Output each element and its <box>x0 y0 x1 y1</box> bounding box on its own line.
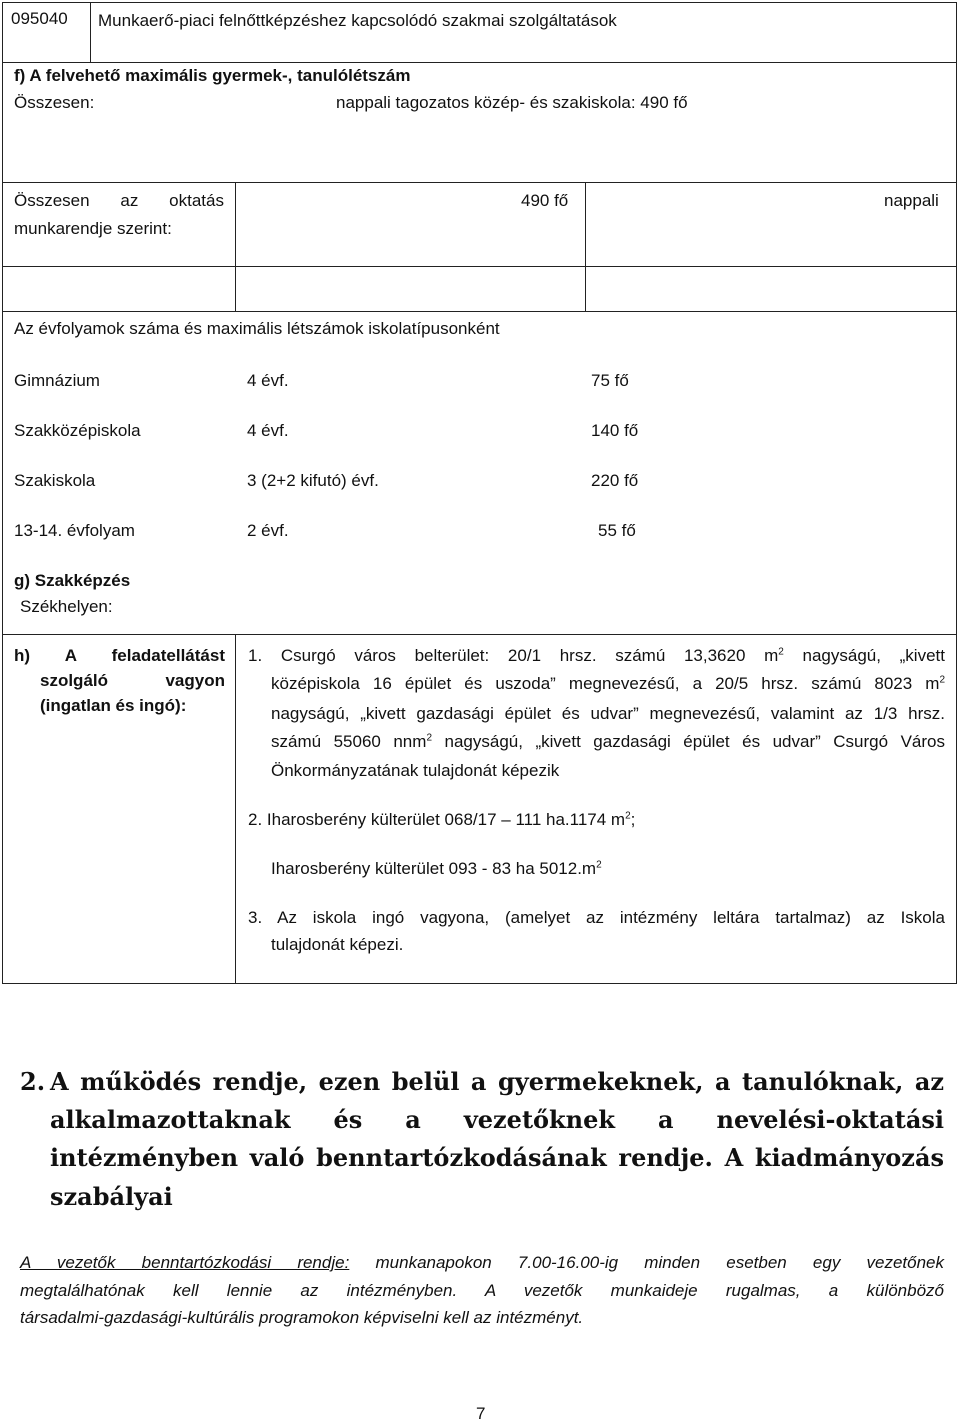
section-g-heading: g) Szakképzés <box>14 571 131 590</box>
section-h-label-line-3: (ingatlan és ingó): <box>40 696 187 715</box>
col-divider-1 <box>235 182 236 312</box>
years-szakiskola: 3 (2+2 kifutó) évf. <box>247 471 379 490</box>
section-h-label-line-2: szolgáló vagyon <box>40 671 225 690</box>
by-mode-label-line-2: munkarendje szerint: <box>14 219 172 238</box>
count-13-14: 55 fő <box>598 521 636 540</box>
by-mode-label-line-1: Összesen az oktatás <box>14 191 224 210</box>
section-g-sub: Székhelyen: <box>20 597 113 616</box>
total-label: Összesen: <box>14 93 95 112</box>
school-type-13-14: 13-14. évfolyam <box>14 521 135 540</box>
total-value: nappali tagozatos közép- és szakiskola: 490 fő <box>336 93 688 112</box>
header-divider-horizontal <box>2 62 957 63</box>
years-gimnazium: 4 évf. <box>247 371 289 390</box>
section-f-heading: f) A felvehető maximális gyermek-, tanulólétszám <box>14 66 411 85</box>
chapter-title-line-2: alkalmazottaknak és a vezetőknek a nevelési-oktatási <box>50 1105 944 1134</box>
row-divider-3 <box>2 311 957 312</box>
asset-item-2-line-2: Iharosberény külterület 093 - 83 ha $5012.m^2$ <box>271 859 602 878</box>
school-type-szakkozep: Szakközépiskola <box>14 421 141 440</box>
col-divider-2 <box>585 182 586 312</box>
grades-heading: Az évfolyamok száma és maximális létszámok iskolatípusonként <box>14 319 500 338</box>
asset-item-1-line-3: nagyságú, „kivett gazdasági épület és udvar” megnevezésű, valamint az 1/3 hrsz. <box>271 704 945 723</box>
count-szakkozep: 140 fő <box>591 421 639 440</box>
asset-item-3-line-1: 3. Az iskola ingó vagyona, (amelyet az intézmény leltára tartalmaz) az Iskola <box>248 908 945 927</box>
asset-item-1-line-2: középiskola 16 épület és uszoda” megnevezésű, a 20/5 hrsz. számú 8023 $m^2$ <box>271 674 945 693</box>
years-szakkozep: 4 évf. <box>247 421 289 440</box>
row-divider-4 <box>2 634 957 635</box>
section-h-label-line-1: h) A feladatellátást <box>14 646 225 665</box>
count-gimnazium: 75 fő <box>591 371 629 390</box>
count-szakiskola: 220 fő <box>591 471 639 490</box>
by-mode-count: 490 fő <box>521 191 569 210</box>
table-border-top <box>2 2 957 3</box>
chapter-title-line-4: szabályai <box>50 1182 173 1211</box>
header-divider-vertical <box>90 2 91 62</box>
asset-item-2-line-1: 2. Iharosberény külterület 068/17 – 111 ha.1174 $m^2$; <box>248 810 636 829</box>
by-mode-type: nappali <box>884 191 939 210</box>
row-divider-1 <box>2 182 957 183</box>
years-13-14: 2 évf. <box>247 521 289 540</box>
chapter-number: 2. <box>20 1067 46 1096</box>
chapter-title-line-3: intézményben való benntartózkodásának rendje. A kiadmányozás <box>50 1143 944 1172</box>
asset-item-1-line-4: számú 55060 nnm$^2$ nagyságú, „kivett gazdasági épület és udvar” Csurgó Város <box>271 732 945 751</box>
paragraph-label: A vezetők benntartózkodási rendje: <box>20 1253 350 1272</box>
table-border-left <box>2 2 3 984</box>
document-title: Munkaerő-piaci felnőttképzéshez kapcsolódó szakmai szolgáltatások <box>98 11 617 30</box>
document-code: 095040 <box>11 9 68 28</box>
asset-item-3-line-2: tulajdonát képezi. <box>271 935 404 954</box>
page-number: 7 <box>476 1404 486 1423</box>
col-divider-3 <box>235 634 236 984</box>
chapter-title-line-1: A működés rendje, ezen belül a gyermekeknek, a tanulóknak, az <box>50 1067 944 1096</box>
asset-item-1-line-5: Önkormányzatának tulajdonát képezik <box>271 761 560 780</box>
paragraph-line-1: A vezetők benntartózkodási rendje: munkanapokon 7.00-16.00-ig minden esetben egy vezetőnek <box>20 1253 945 1272</box>
asset-item-1-line-1: 1. Csurgó város belterület: 20/1 hrsz. számú 13,3620 $m^2$ nagyságú, „kivett <box>248 646 945 665</box>
school-type-gimnazium: Gimnázium <box>14 371 100 390</box>
table-border-bottom <box>2 983 957 984</box>
table-border-right <box>956 2 957 984</box>
paragraph-line-2: megtalálhatónak kell lennie az intézményben. A vezetők munkaideje rugalmas, a különböző <box>20 1281 944 1300</box>
paragraph-line-3: társadalmi-gazdasági-kultúrális programokon képviselni kell az intézményt. <box>20 1308 584 1327</box>
school-type-szakiskola: Szakiskola <box>14 471 96 490</box>
row-divider-2 <box>2 266 957 267</box>
